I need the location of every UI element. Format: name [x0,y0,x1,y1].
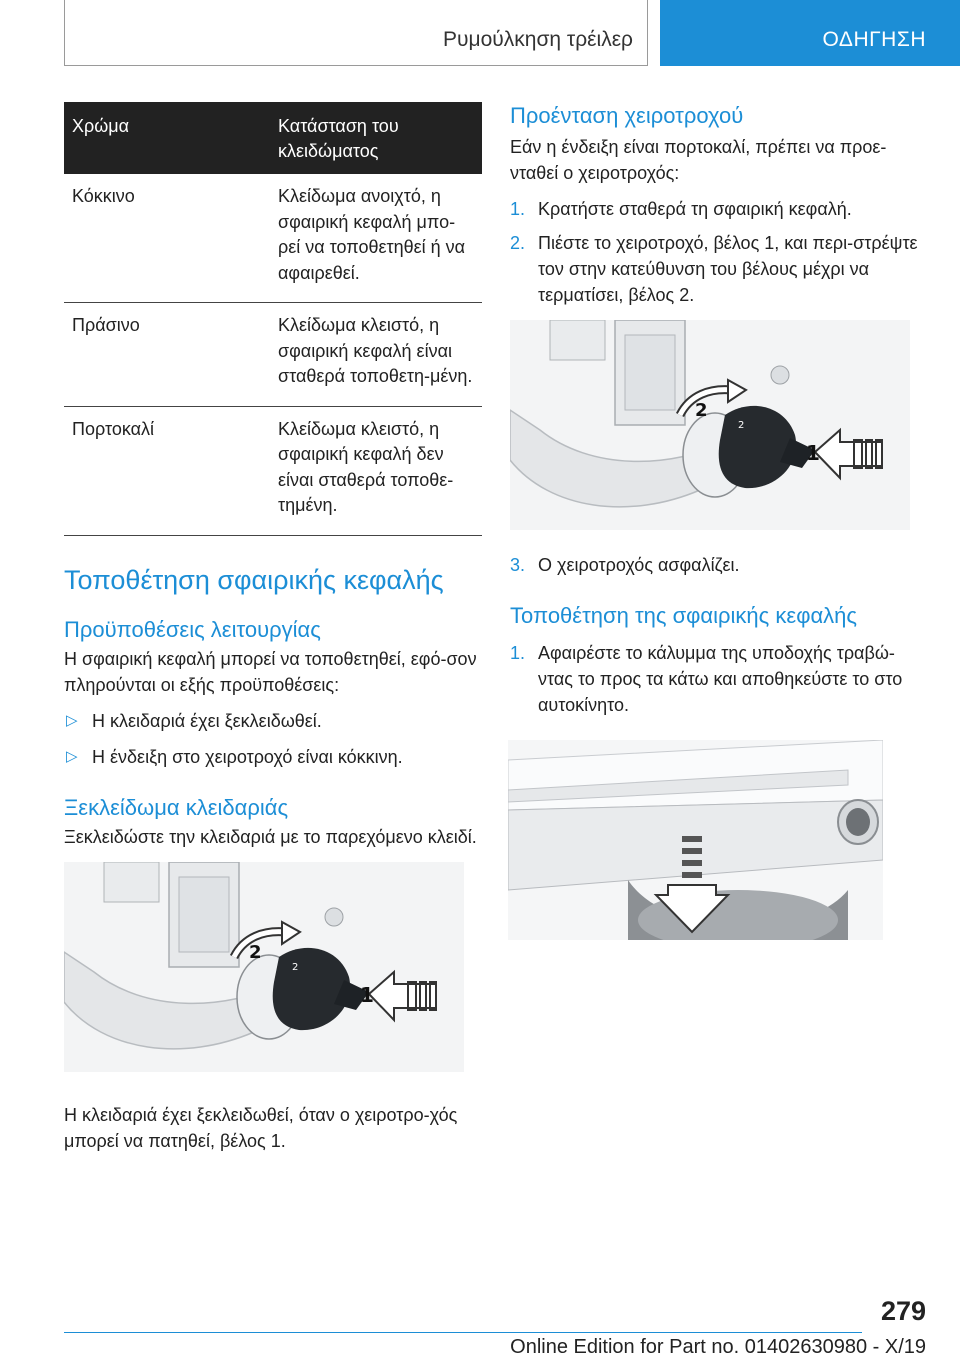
lock-status-table [64,102,482,536]
heading-prerequisites: Προϋποθέσεις λειτουργίας [64,616,321,642]
handwheel-drawing [64,862,464,1072]
table-row [64,303,482,407]
figure-label-1: 1 [806,441,820,465]
heading-mount-ball: Τοποθέτηση της σφαιρικής κεφαλής [510,603,858,628]
heading-pretension: Προένταση χειροτροχού [510,103,744,128]
mount-steps [510,640,925,718]
pretension-steps [510,196,925,308]
prerequisites-text: Η σφαιρική κεφαλή μπορεί να τοποθετηθεί, εφό-σον πληρούνται οι εξής προϋποθέσεις: [64,648,477,695]
table-header-color: Χρώμα [64,102,270,174]
section-tab [660,0,960,66]
table-row [64,406,482,535]
triangle-bullet-icon: ▷ [66,747,78,765]
table-cell-color: Κόκκινο [64,174,270,303]
pretension-step-3 [510,552,925,578]
footer-divider [64,1332,862,1333]
table-cell-state: Κλείδωμα ανοιχτό, η σφαιρική κεφαλή μπο-ρεί να τοποθετηθεί ή να αφαιρεθεί. [270,174,482,303]
section-title: ΟΔΗΓΗΣΗ [822,28,926,51]
page-number: 279 [880,1296,926,1326]
table-row [64,174,482,303]
list-item: 1. Κρατήστε σταθερά τη σφαιρική κεφαλή. [510,199,852,219]
table-cell-color: Πράσινο [64,303,270,407]
list-item: 3. Ο χειροτροχός ασφαλίζει. [510,555,740,575]
figure-label-1: 1 [360,982,374,1007]
figure-label-2: 2 [695,400,708,421]
handwheel-illustration [64,862,464,1072]
handwheel-illustration-2 [510,320,910,530]
unlock-text: Ξεκλειδώστε την κλειδαριά με το παρεχόμενο κλειδί. [64,826,477,847]
header-frame [64,0,648,66]
triangle-bullet-icon: ▷ [66,711,78,729]
table-cell-color: Πορτοκαλί [64,406,270,535]
figure-label-2: 2 [249,941,262,963]
table-cell-state: Κλείδωμα κλειστό, η σφαιρική κεφαλή είναι σταθερά τοποθετη-μένη. [270,303,482,407]
left-column [64,102,482,1154]
table-cell-state: Κλείδωμα κλειστό, η σφαιρική κεφαλή δεν είναι σταθερά τοποθε-τημένη. [270,406,482,535]
figure-caption: Η κλειδαριά έχει ξεκλειδωθεί, όταν ο χειροτρο-χός μπορεί να πατηθεί, βέλος 1. [64,1104,458,1151]
section-title-mount-ball: Τοποθέτηση σφαιρικής κεφαλής [64,564,444,595]
svg-text:2: 2 [738,420,745,431]
svg-text:2: 2 [292,961,299,973]
bumper-cover-illustration [508,740,883,940]
right-column [510,102,925,940]
edition-text: Online Edition for Part no. 01402630980 - X/19 [510,1336,926,1358]
table-header-state: Κατάσταση του κλειδώματος [270,102,482,174]
list-item: ▷ Η κλειδαριά έχει ξεκλειδωθεί. [64,708,482,734]
pretension-text: Εάν η ένδειξη είναι πορτοκαλί, πρέπει να προε-νταθεί ο χειροτροχός: [510,137,887,183]
list-item: 1. Αφαιρέστε το κάλυμμα της υποδοχής τραβώ-ντας το προς τα κάτω και αποθηκεύστε το στο αυτοκίνητο. [510,643,903,715]
bumper-drawing [508,740,883,940]
list-item: ▷ Η ένδειξη στο χειροτροχό είναι κόκκινη. [64,744,482,770]
list-item: 2. Πιέστε το χειροτροχό, βέλος 1, και περι-στρέψτε τον στην κατεύθυνση του βέλους μέχρι να τερματίσει, βέλος 2. [510,233,918,305]
breadcrumb: Ρυμούλκηση τρέιλερ [443,28,633,51]
prerequisites-list [64,708,482,770]
handwheel-drawing-2 [510,320,910,530]
heading-unlock: Ξεκλείδωμα κλειδαριάς [64,794,289,820]
